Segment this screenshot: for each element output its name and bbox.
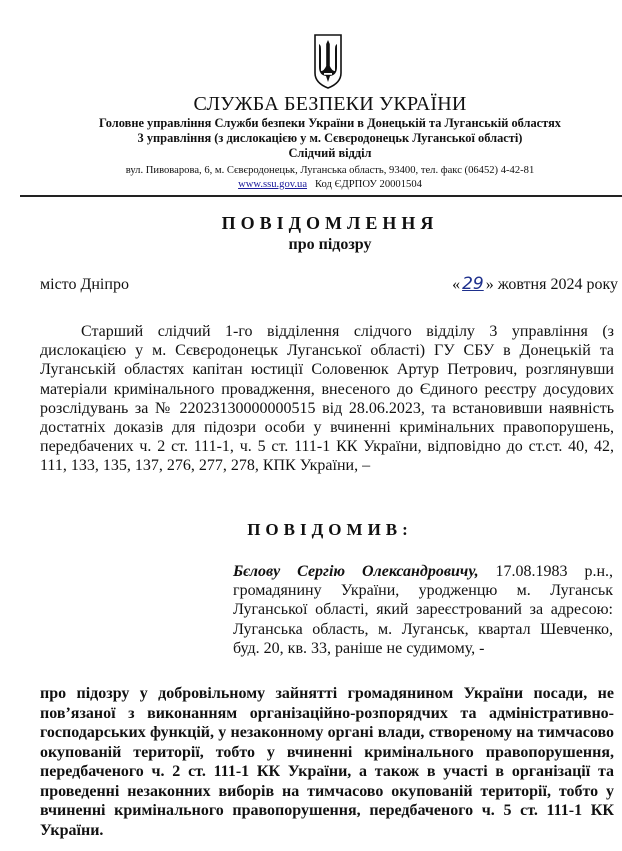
suspect-block: [233, 562, 613, 658]
announce-heading: ПОВІДОМИВ:: [247, 520, 413, 539]
date-open-quote: «: [452, 276, 461, 293]
suspicion-paragraph: про підозру у добровільному зайнятті громадянином України посади, не пов’язаної з виконанням організаційно-розпорядчих та адміністративно-господарських функцій, у незаконному органі влади, створеному на тимчасово окупованій території, тобто у вчиненні кримінального правопорушення, передбаченого ч. 2 ст. 111-1 КК України, а також в участі в організації та проведенні незаконних виборів на тимчасово окупованій території, тобто у вчиненні кримінального правопорушення, передбаченого ч. 5 ст. 111-1 КК України.: [40, 685, 614, 839]
date-day-handwritten: 29: [462, 274, 484, 294]
directorate-line: Головне управління Служби безпеки України в Донецькій та Луганській областях: [98, 116, 562, 130]
intro-paragraph: Старший слідчий 1-го відділення слідчого відділу 3 управління (з дислокацією у м. Сєвєродонецьк Луганської області) ГУ СБУ в Донецькій та Луганській областях капітан юстиції Соловенюк Артур Петрович, розглянувши матеріали кримінального провадження, внесеного до Єдиного реєстру досудових розслідувань за № 22023130000000515 від 28.06.2023, та встановивши наявність достатніх доказів для підозри особи у вчиненні кримінальних правопорушень, передбачених ч. 2 ст. 111-1, ч. 5 ст. 111-1 КК України, відповідно до ст.ст. 40, 42, 111, 133, 135, 137, 276, 277, 278, КПК України, –: [40, 323, 614, 475]
suspect-name: Бєлову Сергію Олександровичу,: [233, 563, 479, 580]
suspect-details: 17.08.1983 р.н., громадянину України, уродженцю м. Луганськ Луганської області, який зареєстрований за адресою: Луганська область, м. Луганськ, квартал Шевченко, буд. 20, кв. 33, раніше не судимому, -: [233, 563, 613, 657]
department-line: 3 управління (з дислокацією у м. Сєвєродонецьк Луганської області): [137, 131, 523, 145]
website-line: [0, 177, 622, 192]
edrpou-code: Код ЄДРПОУ 20001504: [315, 179, 422, 190]
address-line: вул. Пивоварова, 6, м. Сєвєродонецьк, Луганська область, 93400, тел. факс (06452) 4-42-81: [125, 165, 535, 176]
document-subtitle: про підозру: [288, 236, 372, 253]
place-of-issue: місто Дніпро: [40, 276, 129, 293]
date-month-year: » жовтня 2024 року: [485, 276, 618, 293]
website-link[interactable]: www.ssu.gov.ua: [238, 179, 308, 190]
document-title: ПОВІДОМЛЕННЯ: [221, 213, 439, 233]
trident-emblem-icon: [313, 33, 343, 89]
header-divider: [20, 195, 622, 197]
document-date: [452, 274, 618, 294]
org-title: СЛУЖБА БЕЗПЕКИ УКРАЇНИ: [193, 93, 467, 115]
division-line: Слідчий відділ: [288, 146, 372, 160]
